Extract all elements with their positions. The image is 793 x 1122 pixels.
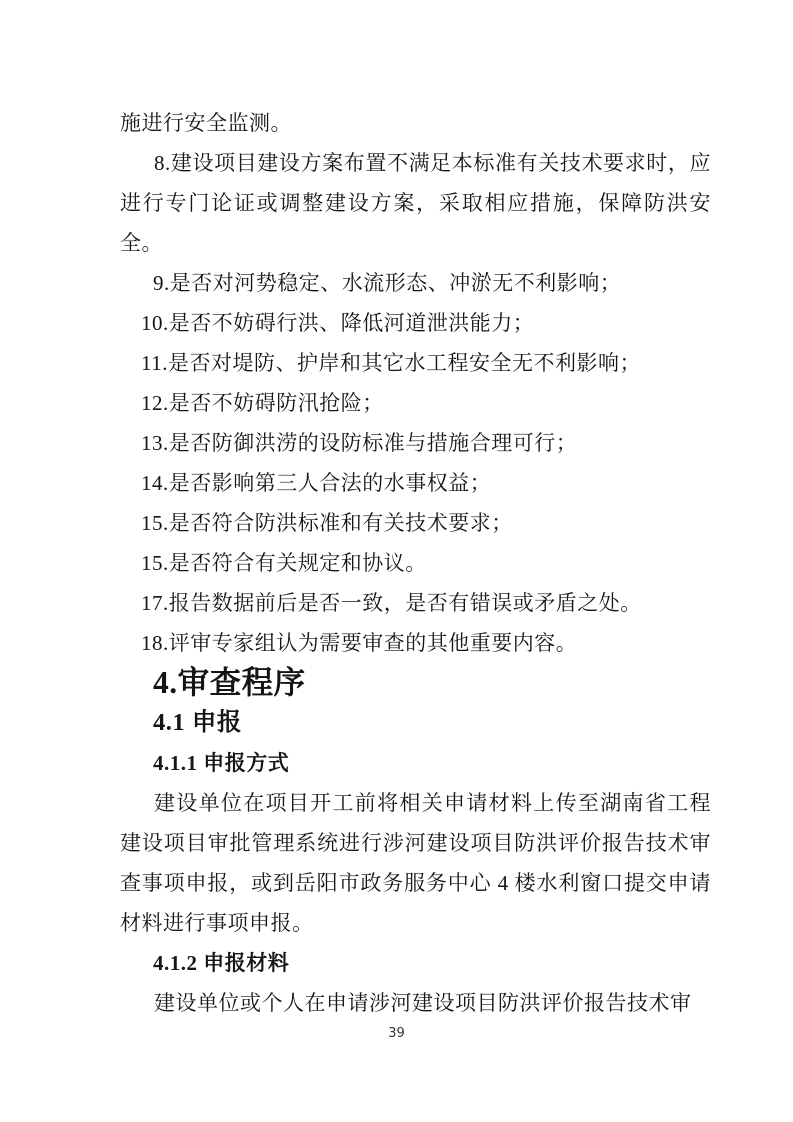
- section-heading-4-1: 4.1 申报: [153, 709, 242, 736]
- list-item-9: 9.是否对河势稳定、水流形态、冲淤无不利影响；: [153, 271, 622, 295]
- paragraph-application-materials: 建设单位或个人在申请涉河建设项目防洪评价报告技术审: [154, 991, 692, 1015]
- list-item-15b: 15.是否符合有关规定和协议。: [141, 551, 427, 575]
- document-body: [120, 103, 711, 1023]
- section-heading-4-1-2: 4.1.2 申报材料: [153, 951, 290, 975]
- list-item-12: 12.是否不妨碍防汛抢险；: [141, 391, 384, 415]
- page-number: 39: [388, 1026, 405, 1041]
- page-footer: [0, 1026, 793, 1041]
- section-heading-4: 4.审查程序: [153, 665, 306, 700]
- list-item-11: 11.是否对堤防、护岸和其它水工程安全无不利影响；: [141, 351, 641, 375]
- list-item-13: 13.是否防御洪涝的设防标准与措施合理可行；: [141, 431, 578, 455]
- list-item-14: 14.是否影响第三人合法的水事权益；: [141, 471, 492, 495]
- list-item-17: 17.报告数据前后是否一致，是否有错误或矛盾之处。: [141, 591, 642, 615]
- paragraph-application-method: 建设单位在项目开工前将相关申请材料上传至湖南省工程建设项目审批管理系统进行涉河建设项目防洪评价报告技术审查事项申报，或到岳阳市政务服务中心 4 楼水利窗口提交申请材料进行事项申报。: [120, 791, 711, 935]
- list-item-18: 18.评审专家组认为需要审查的其他重要内容。: [141, 631, 578, 655]
- paragraph-continuation: 施进行安全监测。: [120, 111, 292, 135]
- paragraph-item-8: 8.建设项目建设方案布置不满足本标准有关技术要求时，应进行专门论证或调整建设方案，采取相应措施，保障防洪安全。: [120, 151, 711, 255]
- list-item-10: 10.是否不妨碍行洪、降低河道泄洪能力；: [141, 311, 535, 335]
- section-heading-4-1-1: 4.1.1 申报方式: [153, 751, 290, 775]
- list-item-15a: 15.是否符合防洪标准和有关技术要求；: [141, 511, 513, 535]
